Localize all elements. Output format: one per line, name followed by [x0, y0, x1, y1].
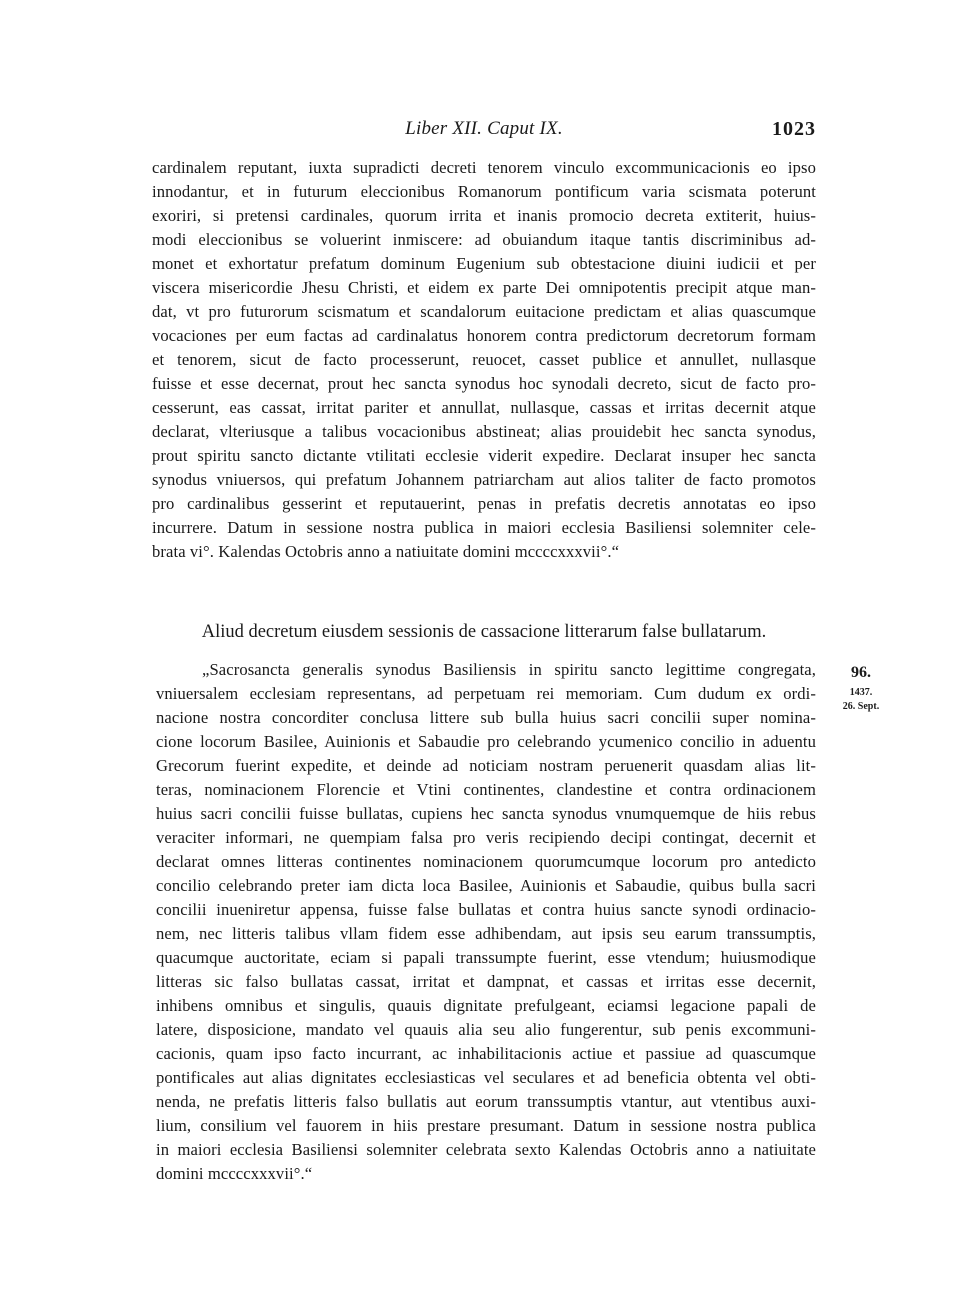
text-line: inhibens omnibus et singulis, quauis dignitate prefulgeant, eciamsi legacione papali de [156, 996, 816, 1015]
text-line: litteras sic falso bullatas cassat, irritat et dampnat, et cassas et irritas esse decernit, [156, 972, 816, 991]
running-head: Liber XII. Caput IX. [405, 118, 563, 139]
text-line: viscera misericordie Jhesu Christi, et eidem ex parte Dei omnipotentis precipit atque man- [152, 278, 816, 297]
margin-year: 1437. [849, 687, 873, 698]
text-line: fuisse et esse decernat, prout hec sancta synodus hoc synodali decreto, sicut de facto pro- [152, 374, 816, 393]
text-line: lium, consilium vel fauorem in hiis prestare presumant. Datum in sessione nostra publica [156, 1116, 816, 1135]
text-line: cardinalem reputant, iuxta supradicti decreti tenorem vinculo excommunicacionis eo ipso [152, 158, 816, 177]
page-number: 1023 [772, 118, 816, 140]
text-line: modi eleccionibus se voluerint inmiscere: ad obuiandum itaque tantis discriminibus ad- [152, 230, 816, 249]
text-line: cione locorum Basilee, Auinionis et Sabaudie pro celebrando ycumenico concilio in aduentu [156, 732, 816, 751]
text-line: cesserunt, eas cassat, irritat pariter et annullat, nullasque, cassas et irritas decernit atque [152, 398, 816, 417]
page-header [152, 116, 816, 142]
text-line: Grecorum fuerint expedite, et deinde ad noticiam nostram peruenerit quasdam alias lit- [156, 756, 816, 775]
text-line: veraciter informari, ne quempiam falsa pro veris recipiendo decipi contingat, decernit et [156, 828, 816, 847]
text-line: domini mccccxxxvii°.“ [156, 1164, 313, 1183]
text-line: pontificales aut alias dignitates ecclesiasticas vel seculares et ad beneficia obtenta vel obti- [156, 1068, 816, 1087]
text-line: brata vi°. Kalendas Octobris anno a natiuitate domini mccccxxxvii°.“ [152, 542, 620, 561]
text-line: vniuersalem ecclesiam representans, ad perpetuam rei memoriam. Cum dudum ex ordi- [156, 684, 816, 703]
text-line: „Sacrosancta generalis synodus Basiliensis in spiritu sancto legittime congregata, [202, 660, 816, 679]
text-line: quacumque auctoritate, eciam si papali transsumpte fuerint, esse vtendum; huiusmodique [156, 948, 816, 967]
text-line: concilio celebrando preter iam dicta loca Basilee, Auinionis et Sabaudie, quibus bulla sacri [156, 876, 816, 895]
text-line: dat, vt pro futurorum scismatum et scandalorum euitacione predictam et alias quascumque [152, 302, 816, 321]
margin-date: 26. Sept. [842, 701, 880, 712]
text-line: monet et exhortatur prefatum dominum Eugenium sub obtestacione diuini iudicii et per [152, 254, 816, 273]
text-line: declarat omnes litteras continentes nominacionem quorumcumque locorum pro antedicto [156, 852, 816, 871]
text-line: synodus vniuersos, qui prefatum Johannem patriarcham aut alios taliter de facto promotos [152, 470, 816, 489]
text-line: declarat, vlteriusque a talibus vocacionibus abstineat; alias prouidebit hec sancta synodus, [152, 422, 816, 441]
text-line: innodantur, et in futurum eleccionibus Romanorum pontificum varia scismata poterunt [152, 182, 816, 201]
text-line: pro cardinalibus gesserint et reputauerint, penas in prefatis decretis annotatas eo ipso [152, 494, 816, 513]
text-line: cacionis, quam ipso facto incurrant, ac inhabilitacionis actiue et passiue ad quascumque [156, 1044, 816, 1063]
text-line: nem, nec litteris talibus vllam fidem esse adhibendam, aut ipsis seu earum transsumptis, [156, 924, 816, 943]
margin-document-number: 96. [851, 664, 871, 681]
section-heading: Aliud decretum eiusdem sessionis de cassacione litterarum false bullatarum. [201, 622, 767, 642]
text-line: et tenorem, sicut de facto processerunt, reuocet, casset publice et annullet, nullasque [152, 350, 816, 369]
text-line: nenda, ne prefatis litteris falso bullatis aut eorum transsumptis vtantur, aut vtentibus auxi- [156, 1092, 816, 1111]
text-line: exoriri, si pretensi cardinales, quorum irrita et inanis promocio decreta extiterit, huius- [152, 206, 816, 225]
text-line: prout spiritu sancto dictante vtilitati ecclesie viderit expedire. Declarat insuper hec sancta [152, 446, 816, 465]
text-line: concilii inueniretur appensa, fuisse false bullatas et contra huius sancte synodi ordinacio- [156, 900, 816, 919]
text-line: incurrere. Datum in sessione nostra publica in maiori ecclesia Basiliensi solemniter cele- [152, 518, 816, 537]
text-line: teras, nominacionem Florencie et Vtini continentes, clandestine et contra ordinacionem [156, 780, 816, 799]
text-line: latere, disposicione, mandato vel quauis alia seu alio fungerentur, sub penis excommuni- [156, 1020, 816, 1039]
text-line: huius sacri concilii fuisse bullatas, cupiens hec sancta synodus vnumquemque de hiis rebus [156, 804, 816, 823]
text-line: in maiori ecclesia Basiliensi solemniter celebrata sexto Kalendas Octobris anno a natiuitate [156, 1140, 816, 1159]
text-line: vocaciones per eum factas ad cardinalatus honorem contra predictorum decretorum formam [152, 326, 816, 345]
text-line: nacione nostra concorditer conclusa littere sub bulla huius sacri concilii super nomina- [156, 708, 816, 727]
